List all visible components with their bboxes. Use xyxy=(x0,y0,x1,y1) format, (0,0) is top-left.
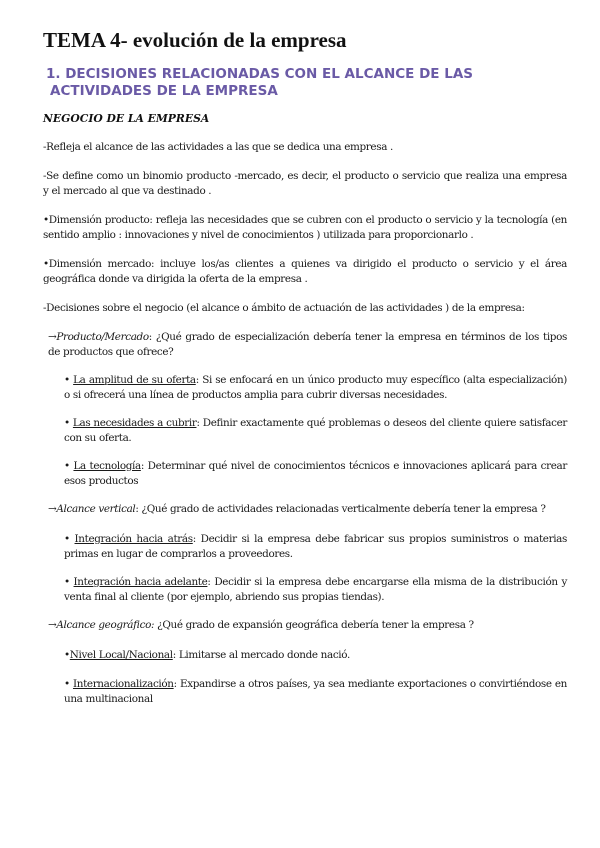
item-internacionalizacion xyxy=(64,677,567,707)
page-title: TEMA 4- evolución de la empresa xyxy=(43,28,347,52)
arrow-icon: → xyxy=(48,503,57,515)
item-amplitud xyxy=(64,373,567,403)
item-producto-mercado xyxy=(48,330,567,360)
bullet-icon: • xyxy=(64,417,73,429)
arrow-icon: → xyxy=(48,331,57,343)
bullet-icon: • xyxy=(64,374,74,386)
item-tecnologia-label: La tecnología xyxy=(73,460,141,472)
item-integracion-atras-label: Integración hacia atrás xyxy=(74,533,193,545)
item-producto-mercado-text: : ¿Qué grado de especialización debería tener la empresa en términos de los tipos de productos que ofrece? xyxy=(48,331,567,358)
bullet-icon: • xyxy=(64,649,70,661)
item-alcance-geografico xyxy=(48,618,567,633)
paragraph-dimension-mercado: •Dimensión mercado: incluye los/as clientes a quienes va dirigido el producto o servicio y el área geográfica donde va dirigida la oferta de la empresa . xyxy=(43,258,567,285)
bullet-icon: • xyxy=(64,533,75,545)
section-heading-line1: 1. DECISIONES RELACIONADAS CON EL ALCANCE DE LAS xyxy=(46,66,473,82)
item-necesidades xyxy=(64,416,567,446)
item-integracion-adelante xyxy=(64,575,567,605)
item-nivel-local xyxy=(64,648,567,663)
item-integracion-atras xyxy=(64,532,567,562)
arrow-icon: → xyxy=(48,619,57,631)
item-nivel-local-text: : Limitarse al mercado donde nació. xyxy=(172,649,350,661)
item-tecnologia-text: : Determinar qué nivel de conocimientos técnicos e innovaciones aplicará para crear esos productos xyxy=(64,460,567,487)
section-heading xyxy=(46,66,566,100)
item-integracion-adelante-label: Integración hacia adelante xyxy=(73,576,208,588)
item-alcance-vertical-text: : ¿Qué grado de actividades relacionadas verticalmente debería tener la empresa ? xyxy=(135,503,546,515)
paragraph-refleja: -Refleja el alcance de las actividades a las que se dedica una empresa . xyxy=(43,141,393,153)
item-necesidades-text: : Definir exactamente qué problemas o deseos del cliente quiere satisfacer con su oferta. xyxy=(64,417,567,444)
item-tecnologia xyxy=(64,459,567,489)
bullet-icon: • xyxy=(64,460,74,472)
item-internacionalizacion-label: Internacionalización xyxy=(72,678,174,690)
section-heading-line2: ACTIVIDADES DE LA EMPRESA xyxy=(50,83,278,99)
item-amplitud-text: : Si se enfocará en un único producto muy específico (alta especialización) o si ofrecerá una línea de productos amplia para cubrir diversas necesidades. xyxy=(64,374,567,401)
item-integracion-adelante-text: : Decidir si la empresa debe encargarse ella misma de la distribución y venta final al cliente (por ejemplo, abriendo sus propias tiendas). xyxy=(64,576,567,603)
paragraph-dimension-producto: •Dimensión producto: refleja las necesidades que se cubren con el producto o servicio y la tecnología (en sentido amplio : innovaciones y nivel de conocimientos ) utilizada para proporcionarlo . xyxy=(43,214,567,241)
item-necesidades-label: Las necesidades a cubrir xyxy=(72,417,197,429)
item-amplitud-label: La amplitud de su oferta xyxy=(73,374,196,386)
item-integracion-atras-text: : Decidir si la empresa debe fabricar sus propios suministros o materias primas en lugar de comprarlos a proveedores. xyxy=(64,533,568,560)
item-alcance-vertical-label: Alcance vertical xyxy=(56,503,136,515)
item-alcance-geografico-text: ¿Qué grado de expansión geográfica debería tener la empresa ? xyxy=(154,619,474,631)
subtitle-negocio: NEGOCIO DE LA EMPRESA xyxy=(43,112,210,125)
item-alcance-vertical xyxy=(48,502,567,517)
item-nivel-local-label: Nivel Local/Nacional xyxy=(69,649,173,661)
item-producto-mercado-label: Producto/Mercado xyxy=(56,331,149,343)
item-internacionalizacion-text: : Expandirse a otros países, ya sea mediante exportaciones o convirtiéndose en una multinacional xyxy=(64,678,568,705)
item-alcance-geografico-label: Alcance geográfico: xyxy=(56,619,155,631)
bullet-icon: • xyxy=(64,678,73,690)
paragraph-binomio: -Se define como un binomio producto -mercado, es decir, el producto o servicio que realiza una empresa y el mercado al que va destinado . xyxy=(43,170,567,197)
paragraph-decisiones: -Decisiones sobre el negocio (el alcance o ámbito de actuación de las actividades ) de la empresa: xyxy=(43,302,525,314)
bullet-icon: • xyxy=(64,576,74,588)
